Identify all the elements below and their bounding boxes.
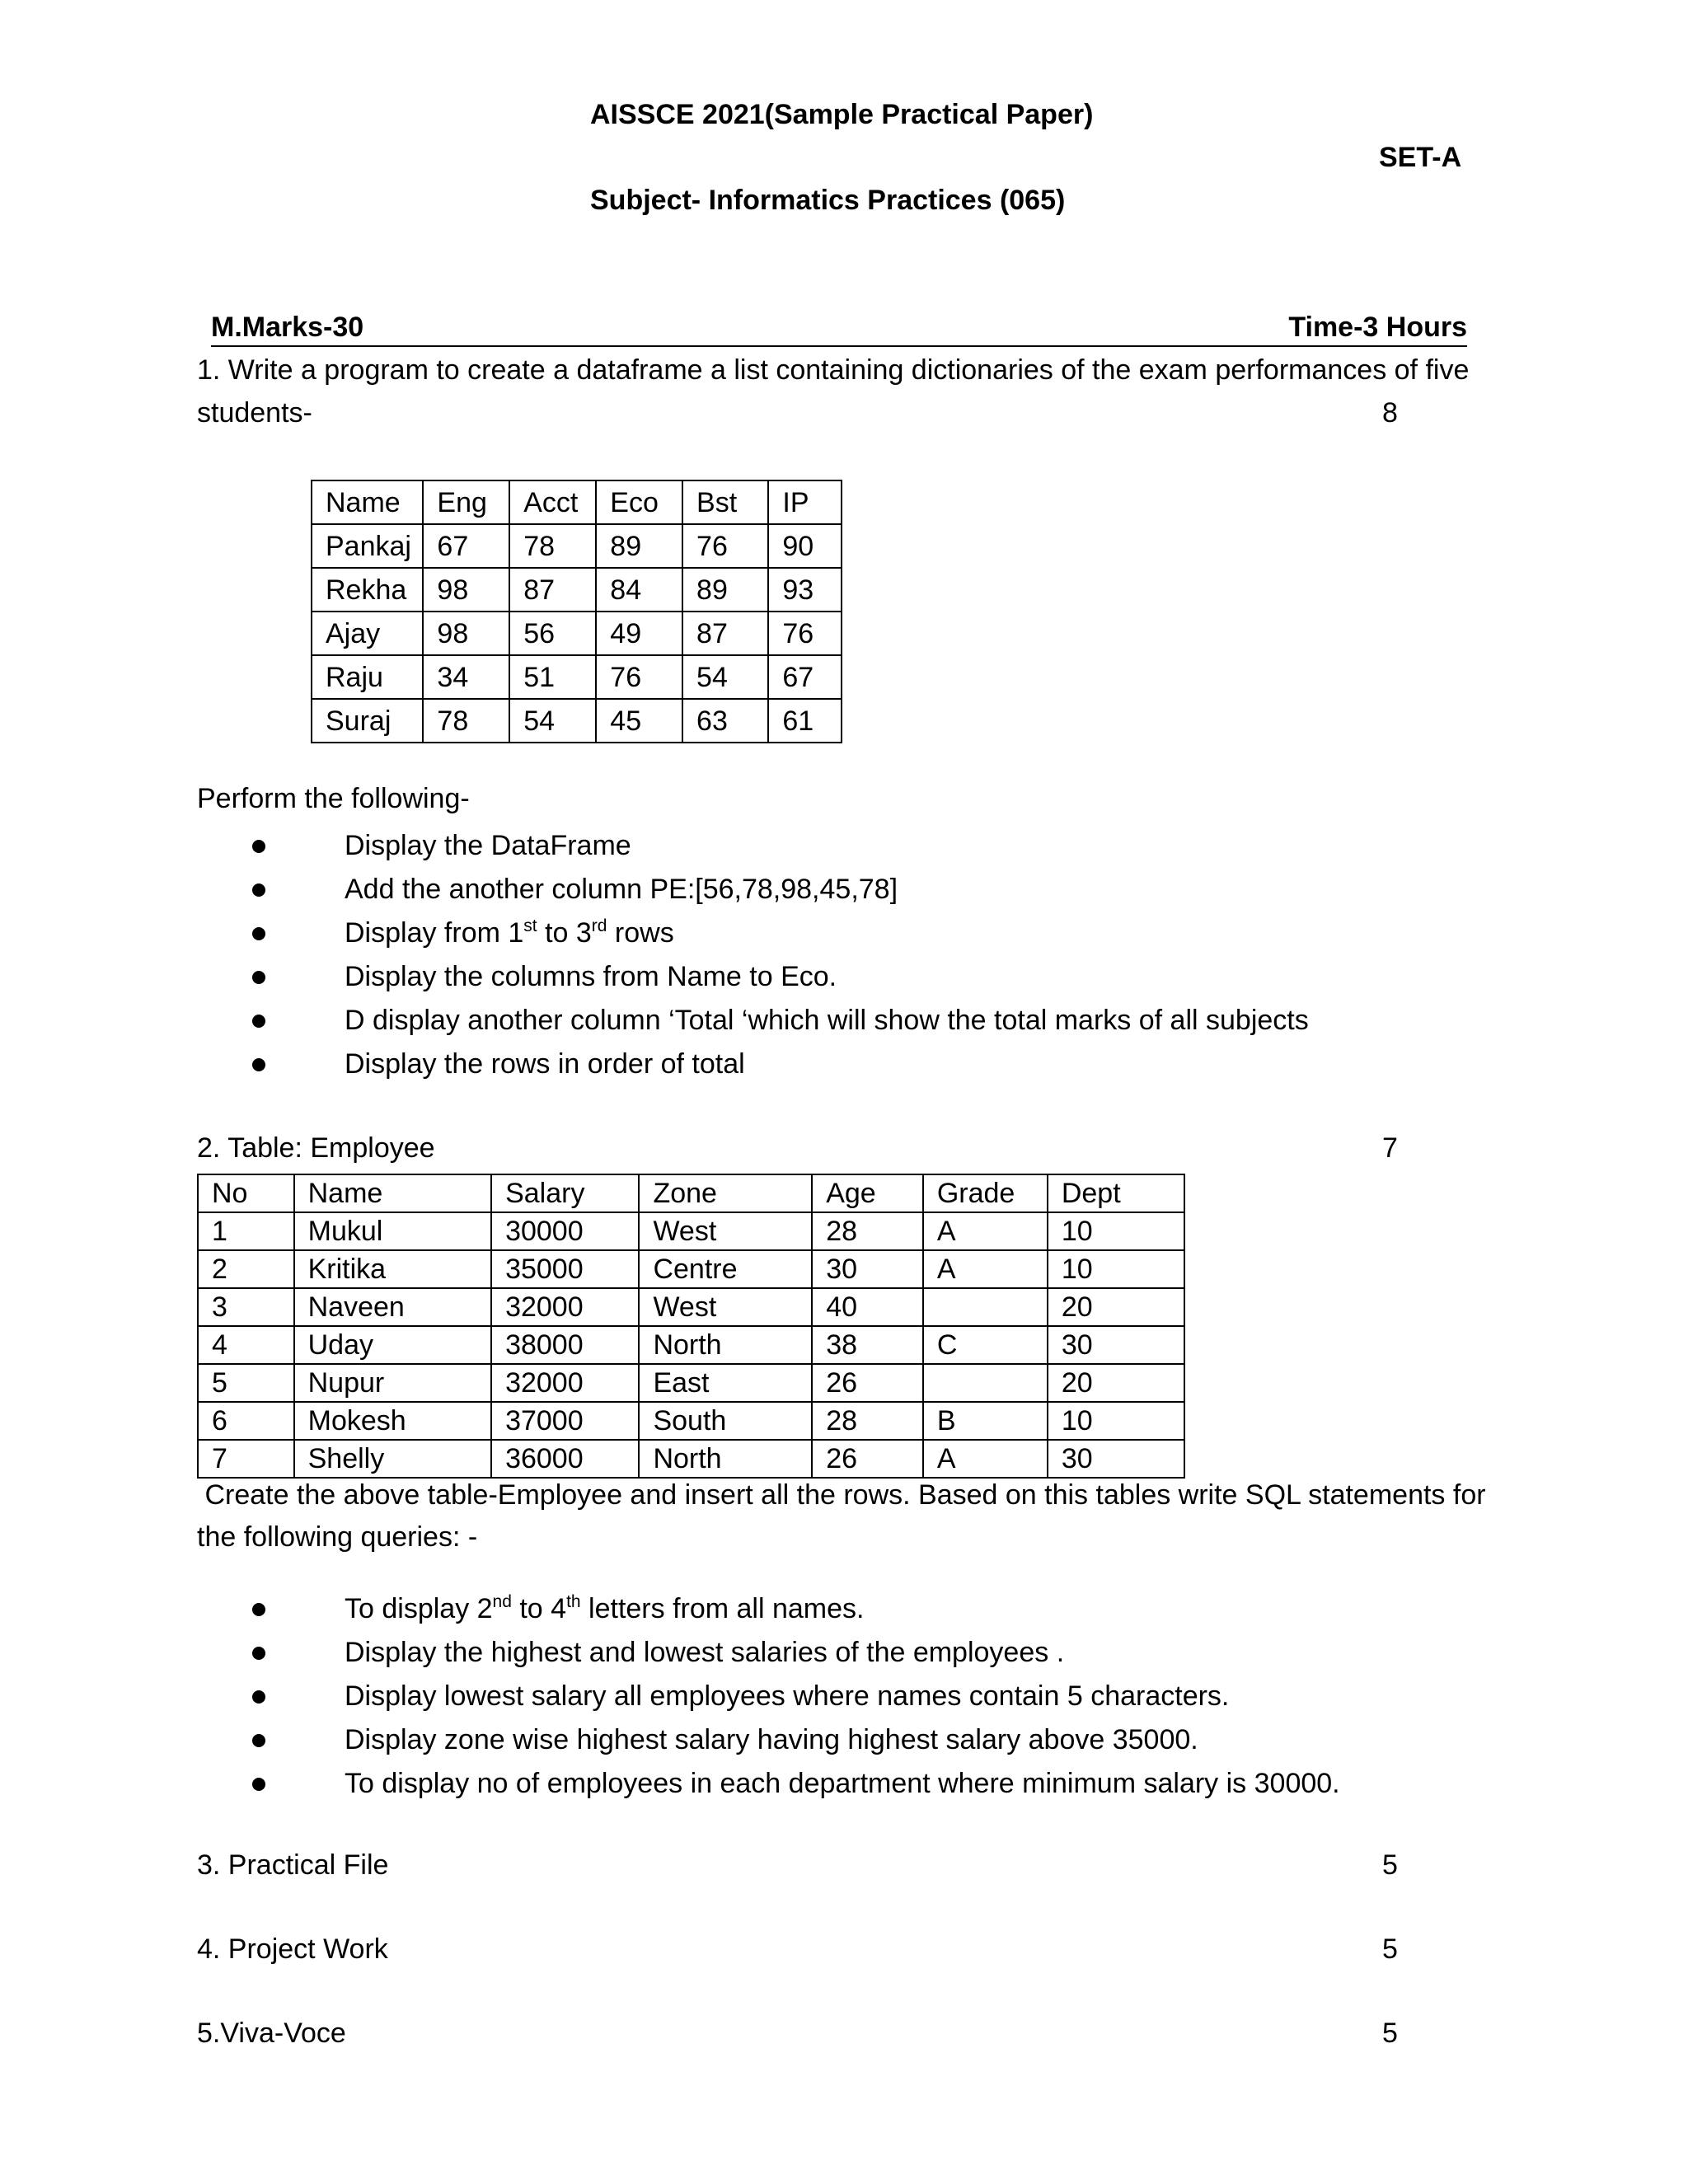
table-cell: 5 bbox=[198, 1364, 294, 1402]
table-row bbox=[312, 524, 842, 568]
table-cell: 6 bbox=[198, 1402, 294, 1440]
perform-heading: Perform the following- bbox=[197, 783, 470, 814]
table-cell: 67 bbox=[423, 524, 509, 568]
list-item bbox=[345, 824, 1309, 868]
q4-label: 4. Project Work bbox=[197, 1933, 388, 1965]
table-cell: Kritika bbox=[294, 1250, 491, 1288]
table-cell: 10 bbox=[1048, 1250, 1184, 1288]
table-cell: 32000 bbox=[491, 1288, 639, 1326]
q1-text-line1: 1. Write a program to create a dataframe a list containing dictionaries of the exam performances of five bbox=[197, 354, 1470, 386]
q1-marks: 8 bbox=[1382, 397, 1398, 429]
table-cell: 26 bbox=[812, 1440, 923, 1478]
table-cell: 40 bbox=[812, 1288, 923, 1326]
table-header-cell: IP bbox=[768, 480, 842, 524]
table-cell: 7 bbox=[198, 1440, 294, 1478]
table-cell: 49 bbox=[596, 612, 682, 655]
task-text: Display the DataFrame bbox=[345, 830, 631, 861]
table-cell: South bbox=[639, 1402, 812, 1440]
table-cell: 28 bbox=[812, 1402, 923, 1440]
list-item bbox=[345, 1762, 1340, 1806]
table-header-cell: No bbox=[198, 1174, 294, 1212]
table-cell: A bbox=[923, 1440, 1048, 1478]
task-text: to 3 bbox=[537, 917, 592, 949]
query-text: Display lowest salary all employees where names contain 5 characters. bbox=[345, 1680, 1230, 1712]
table-cell: West bbox=[639, 1212, 812, 1250]
table-header-cell: Dept bbox=[1048, 1174, 1184, 1212]
table-cell: 78 bbox=[423, 699, 509, 743]
table-cell bbox=[923, 1288, 1048, 1326]
list-item bbox=[345, 1631, 1340, 1675]
list-item bbox=[345, 868, 1309, 912]
table-cell: 56 bbox=[509, 612, 596, 655]
table-cell: Rekha bbox=[312, 568, 423, 612]
q1-task-list bbox=[345, 824, 1309, 1086]
table-row bbox=[312, 612, 842, 655]
table-cell: Naveen bbox=[294, 1288, 491, 1326]
subject-title: Subject- Informatics Practices (065) bbox=[590, 185, 1066, 216]
max-marks: M.Marks-30 bbox=[211, 312, 364, 343]
table-cell: 3 bbox=[198, 1288, 294, 1326]
query-text: Display the highest and lowest salaries of the employees . bbox=[345, 1637, 1065, 1668]
table-cell: 30 bbox=[812, 1250, 923, 1288]
list-item bbox=[345, 999, 1309, 1043]
task-text: rows bbox=[607, 917, 674, 949]
q2-query-list bbox=[345, 1587, 1340, 1806]
list-item bbox=[345, 1043, 1309, 1086]
table-cell: 30000 bbox=[491, 1212, 639, 1250]
q2-description-line2: the following queries: - bbox=[197, 1521, 478, 1553]
table-cell: 45 bbox=[596, 699, 682, 743]
time-limit: Time-3 Hours bbox=[1288, 312, 1467, 343]
q1-text-line2: students- bbox=[197, 397, 312, 429]
table-header-cell: Name bbox=[312, 480, 423, 524]
superscript: nd bbox=[492, 1592, 512, 1611]
task-text: Display the columns from Name to Eco. bbox=[345, 961, 837, 992]
table-row bbox=[198, 1402, 1184, 1440]
query-text: To display no of employees in each department where minimum salary is 30000. bbox=[345, 1768, 1340, 1799]
q3-marks: 5 bbox=[1382, 1849, 1398, 1881]
table-header-cell: Name bbox=[294, 1174, 491, 1212]
bullet-icon bbox=[252, 840, 265, 853]
table-cell: 28 bbox=[812, 1212, 923, 1250]
table-cell: 90 bbox=[768, 524, 842, 568]
table-cell: 2 bbox=[198, 1250, 294, 1288]
list-item bbox=[345, 1718, 1340, 1762]
task-text: Add the another column PE:[56,78,98,45,78] bbox=[345, 874, 898, 905]
table-cell: C bbox=[923, 1326, 1048, 1364]
table-cell: Mukul bbox=[294, 1212, 491, 1250]
table-cell: North bbox=[639, 1326, 812, 1364]
bullet-icon bbox=[252, 927, 265, 940]
employee-table bbox=[197, 1174, 1185, 1479]
task-text: Display from 1 bbox=[345, 917, 524, 949]
table-cell: Raju bbox=[312, 655, 423, 699]
table-row bbox=[198, 1250, 1184, 1288]
bullet-icon bbox=[252, 1778, 265, 1791]
table-cell: 76 bbox=[596, 655, 682, 699]
table-cell: B bbox=[923, 1402, 1048, 1440]
bullet-icon bbox=[252, 1734, 265, 1747]
table-header-cell: Eng bbox=[423, 480, 509, 524]
table-header-cell: Eco bbox=[596, 480, 682, 524]
table-header-row bbox=[312, 480, 842, 524]
table-cell: 38 bbox=[812, 1326, 923, 1364]
table-cell: 63 bbox=[682, 699, 768, 743]
table-cell: 1 bbox=[198, 1212, 294, 1250]
table-cell: 38000 bbox=[491, 1326, 639, 1364]
table-cell: 51 bbox=[509, 655, 596, 699]
table-cell: 61 bbox=[768, 699, 842, 743]
superscript: st bbox=[523, 916, 537, 935]
table-cell: 76 bbox=[682, 524, 768, 568]
table-cell: East bbox=[639, 1364, 812, 1402]
table-cell: 78 bbox=[509, 524, 596, 568]
set-label: SET-A bbox=[1379, 142, 1462, 173]
table-cell: Ajay bbox=[312, 612, 423, 655]
table-cell: 35000 bbox=[491, 1250, 639, 1288]
table-cell: Nupur bbox=[294, 1364, 491, 1402]
bullet-icon bbox=[252, 1690, 265, 1704]
bullet-icon bbox=[252, 971, 265, 984]
table-cell: 30 bbox=[1048, 1326, 1184, 1364]
table-cell: A bbox=[923, 1212, 1048, 1250]
table-cell: Centre bbox=[639, 1250, 812, 1288]
bullet-icon bbox=[252, 1603, 265, 1616]
table-row bbox=[198, 1212, 1184, 1250]
superscript: th bbox=[566, 1592, 581, 1611]
paper-title: AISSCE 2021(Sample Practical Paper) bbox=[590, 99, 1094, 130]
query-text: to 4 bbox=[511, 1593, 567, 1624]
table-cell: 20 bbox=[1048, 1288, 1184, 1326]
table-cell: 36000 bbox=[491, 1440, 639, 1478]
task-text: Display the rows in order of total bbox=[345, 1048, 745, 1080]
table-header-cell: Age bbox=[812, 1174, 923, 1212]
table-cell: 98 bbox=[423, 568, 509, 612]
table-header-cell: Grade bbox=[923, 1174, 1048, 1212]
q4-marks: 5 bbox=[1382, 1933, 1398, 1965]
table-header-cell: Bst bbox=[682, 480, 768, 524]
table-cell: 20 bbox=[1048, 1364, 1184, 1402]
table-cell: Uday bbox=[294, 1326, 491, 1364]
superscript: rd bbox=[591, 916, 607, 935]
table-cell bbox=[923, 1364, 1048, 1402]
table-header-cell: Acct bbox=[509, 480, 596, 524]
query-text: letters from all names. bbox=[580, 1593, 865, 1624]
table-cell: 67 bbox=[768, 655, 842, 699]
table-cell: 87 bbox=[509, 568, 596, 612]
table-cell: 34 bbox=[423, 655, 509, 699]
table-cell: 32000 bbox=[491, 1364, 639, 1402]
table-cell: Suraj bbox=[312, 699, 423, 743]
bullet-icon bbox=[252, 1647, 265, 1660]
table-header-cell: Zone bbox=[639, 1174, 812, 1212]
table-cell: Pankaj bbox=[312, 524, 423, 568]
table-cell: West bbox=[639, 1288, 812, 1326]
table-cell: 4 bbox=[198, 1326, 294, 1364]
table-cell: 76 bbox=[768, 612, 842, 655]
table-cell: 93 bbox=[768, 568, 842, 612]
table-cell: 10 bbox=[1048, 1212, 1184, 1250]
table-row bbox=[312, 699, 842, 743]
task-text: D display another column ‘Total ‘which will show the total marks of all subjects bbox=[345, 1005, 1309, 1036]
table-cell: 54 bbox=[509, 699, 596, 743]
student-marks-table bbox=[311, 480, 842, 743]
table-row bbox=[198, 1364, 1184, 1402]
table-cell: Shelly bbox=[294, 1440, 491, 1478]
q2-marks: 7 bbox=[1382, 1132, 1398, 1164]
table-cell: 30 bbox=[1048, 1440, 1184, 1478]
table-cell: A bbox=[923, 1250, 1048, 1288]
table-cell: 54 bbox=[682, 655, 768, 699]
table-cell: 87 bbox=[682, 612, 768, 655]
query-text: Display zone wise highest salary having highest salary above 35000. bbox=[345, 1724, 1198, 1755]
q2-title: 2. Table: Employee bbox=[197, 1132, 435, 1164]
list-item bbox=[345, 912, 1309, 955]
list-item bbox=[345, 1675, 1340, 1718]
table-cell: North bbox=[639, 1440, 812, 1478]
list-item bbox=[345, 955, 1309, 999]
table-row bbox=[312, 568, 842, 612]
table-cell: 84 bbox=[596, 568, 682, 612]
q5-marks: 5 bbox=[1382, 2018, 1398, 2049]
table-row bbox=[198, 1288, 1184, 1326]
table-row bbox=[198, 1326, 1184, 1364]
table-cell: 89 bbox=[596, 524, 682, 568]
bullet-icon bbox=[252, 883, 265, 897]
table-cell: 37000 bbox=[491, 1402, 639, 1440]
table-cell: 98 bbox=[423, 612, 509, 655]
table-row bbox=[312, 655, 842, 699]
table-cell: 26 bbox=[812, 1364, 923, 1402]
table-header-cell: Salary bbox=[491, 1174, 639, 1212]
q5-label: 5.Viva-Voce bbox=[197, 2018, 346, 2049]
table-cell: 89 bbox=[682, 568, 768, 612]
table-header-row bbox=[198, 1174, 1184, 1212]
q3-label: 3. Practical File bbox=[197, 1849, 389, 1881]
table-row bbox=[198, 1440, 1184, 1478]
table-cell: Mokesh bbox=[294, 1402, 491, 1440]
list-item bbox=[345, 1587, 1340, 1631]
header-underline bbox=[211, 345, 1467, 347]
bullet-icon bbox=[252, 1015, 265, 1028]
bullet-icon bbox=[252, 1058, 265, 1071]
q2-description-line1: Create the above table-Employee and insert all the rows. Based on this tables write SQL statements for bbox=[197, 1479, 1486, 1511]
table-cell: 10 bbox=[1048, 1402, 1184, 1440]
query-text: To display 2 bbox=[345, 1593, 493, 1624]
